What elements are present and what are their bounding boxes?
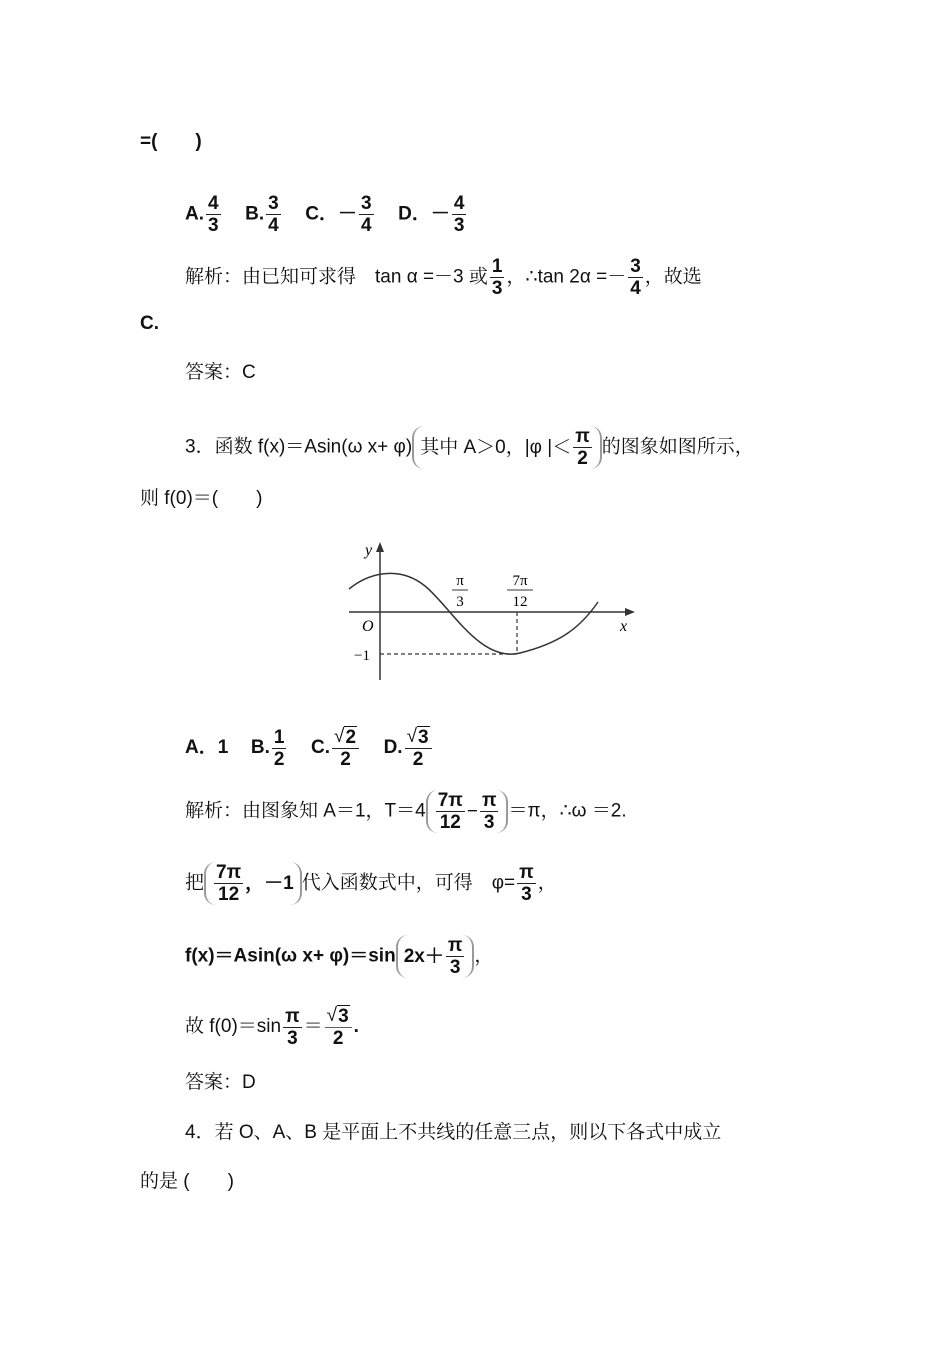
q3-options [185,726,434,770]
q3-stem: 3．函数 f(x)＝Asin(ω x+ φ) 其中 A＞0，|φ |＜ $\frac{\pi}{2}$ 的图象如图所示， [185,426,754,469]
q3-option-d-label: D. [383,737,403,759]
option-b-label: B. [245,203,265,225]
y-axis-arrow [376,542,384,552]
q3-option-a: A．1 [185,737,229,759]
solution-fraction-2: $\frac{3}{4}$ [630,256,641,299]
sine-graph [345,538,645,683]
q3-option-b-label: B. [250,737,270,759]
origin-label: O [362,618,374,635]
option-b-fraction: $\frac{3}{4}$ [268,193,279,236]
q4-stem-line-1: 4．若 O、A、B 是平面上不共线的任意三点，则以下各式中成立 [185,1122,722,1143]
x-label: x [620,618,628,635]
neg-one-label: −1 [354,648,370,664]
tick-7pi12-num: 7π [512,573,528,589]
q2-solution-choice: C. [140,313,159,334]
tick-7pi12-den: 12 [512,594,528,610]
sine-curve [349,573,598,654]
option-c-fraction: $\frac{3}{4}$ [361,193,372,236]
q3-option-c-label: C. [311,737,330,759]
q3-stem-question: 则 f(0)＝( ) [140,488,263,509]
option-a-label: A. [185,203,204,225]
q3-solution-line-3: f(x)＝Asin(ω x+ φ)＝sin 2x＋ $\frac{\pi}{3}$ ， [185,935,494,978]
q3-answer: 答案：D [185,1072,256,1093]
q2-answer: 答案：C [185,362,256,383]
y-label: y [365,542,373,559]
q3-option-c-fraction: √ 2 2 [332,726,359,770]
option-d-fraction: $\frac{4}{3}$ [453,193,465,236]
option-c-label: C．－ [305,203,358,225]
q2-stem-end: =( ) [140,131,202,152]
q3-solution-line-4: 故 f(0)＝sin $\frac{\pi}{3}$ ＝ √ 3 2 . [185,1005,359,1049]
q3-option-b-fraction: $\frac{1}{2}$ [273,726,285,770]
q3-solution-line-2: 把 $\frac{7\pi}{12}$ ，－1 代入函数式中，可得 φ= $\frac{\pi}{3}$ ， [185,862,557,905]
tick-pi3-num: π [456,573,464,589]
q2-options [185,193,468,236]
tick-pi3-den: 3 [456,594,464,610]
q2-solution: 解析：由已知可求得 tan α =－3 或 $\frac{1}{3}$ ，∴tan 2α =－ $\frac{3}{4}$ ，故选 [185,256,702,299]
q3-option-d-fraction: √ 3 2 [405,726,432,770]
option-d-label: D．－ [398,203,450,225]
solution-fraction-1: $\frac{1}{3}$ [491,256,503,299]
q3-condition: 其中 A＞0，|φ |＜ $\frac{\pi}{2}$ [412,426,602,469]
x-axis-arrow [625,608,635,616]
option-a-fraction: $\frac{4}{3}$ [208,193,219,236]
q3-solution-line-1: 解析：由图象知 A＝1，T＝4 $\frac{7\pi}{12}$ − $\frac{\pi}{3}$ ＝π，∴ω ＝2. [185,790,627,833]
q4-stem-line-2: 的是 ( ) [140,1171,234,1192]
